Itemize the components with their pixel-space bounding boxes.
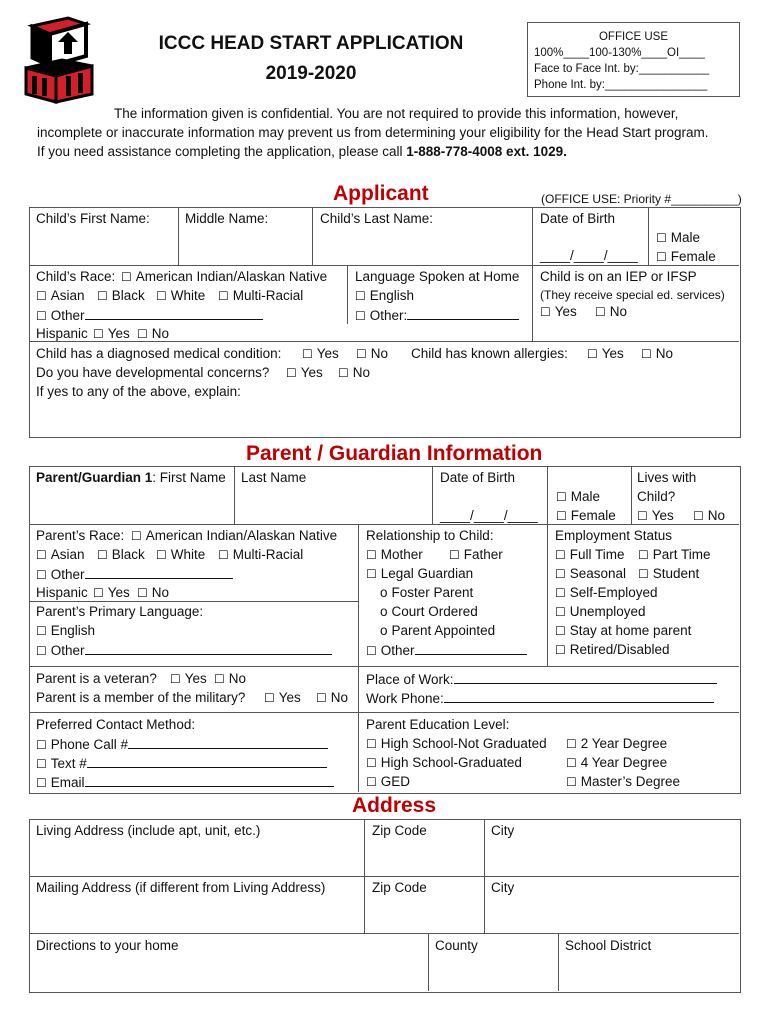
applicant-heading: Applicant xyxy=(333,182,429,205)
child-race-asian[interactable]: ☐ Asian xyxy=(36,288,85,304)
child-dob-field[interactable]: ____/____/____ xyxy=(540,248,638,263)
office-use-box xyxy=(527,22,740,97)
child-female-checkbox[interactable]: ☐ Female xyxy=(656,249,716,265)
intro-line-3-text: If you need assistance completing the application, please call xyxy=(37,144,407,159)
address-section xyxy=(29,819,741,993)
language-other-row[interactable] xyxy=(355,307,519,324)
allergies-no[interactable]: ☐ No xyxy=(641,346,673,362)
directions-field[interactable]: Directions to your home xyxy=(36,938,179,953)
school-district-field[interactable]: School District xyxy=(565,938,652,953)
child-dob-label: Date of Birth xyxy=(540,211,616,226)
child-last-name-field[interactable]: Child’s Last Name: xyxy=(320,211,434,226)
living-zip-field[interactable]: Zip Code xyxy=(372,823,427,838)
military-yes[interactable]: ☐ Yes xyxy=(264,690,301,706)
guardian-first-name-field[interactable] xyxy=(36,470,226,486)
child-race-american-indian[interactable]: ☐ American Indian/Alaskan Native xyxy=(121,269,327,285)
parent-hispanic-label: Hispanic xyxy=(36,585,88,600)
child-hispanic-label: Hispanic xyxy=(36,326,88,341)
child-male-checkbox[interactable]: ☐ Male xyxy=(656,230,700,246)
guardian-dob-label: Date of Birth xyxy=(440,470,516,485)
assistance-phone: 1-888-778-4008 ext. 1029. xyxy=(406,144,567,159)
relationship-other-row[interactable] xyxy=(366,642,527,659)
intro-line-1: The information given is confidential. You are not required to provide this information, however, xyxy=(114,106,679,121)
veteran-yes[interactable]: ☐ Yes xyxy=(170,671,207,687)
place-of-work-label: Place of Work: xyxy=(366,672,454,687)
living-address-field[interactable]: Living Address (include apt, unit, etc.) xyxy=(36,823,261,838)
relationship-appointed[interactable]: o Parent Appointed xyxy=(380,623,495,639)
office-use-line3[interactable]: Phone Int. by:________________ xyxy=(534,79,708,91)
relationship-foster[interactable]: o Foster Parent xyxy=(380,585,473,601)
education-4-year[interactable]: ☐ 4 Year Degree xyxy=(566,755,667,771)
contact-text-row[interactable] xyxy=(36,755,327,772)
employment-full-time[interactable]: ☐ Full Time xyxy=(555,547,625,563)
parent-language-other-row[interactable] xyxy=(36,642,332,659)
parent-race-asian[interactable]: ☐ Asian xyxy=(36,547,85,563)
contact-text[interactable]: ☐ Text # xyxy=(36,756,87,772)
address-heading: Address xyxy=(352,794,437,817)
child-race-multi[interactable]: ☐ Multi-Racial xyxy=(218,288,303,304)
child-race-other-row[interactable] xyxy=(36,307,263,324)
parent-language-other[interactable]: ☐ Other xyxy=(36,643,85,659)
medical-condition-label: Child has a diagnosed medical condition: xyxy=(36,346,282,361)
contact-email[interactable]: ☐ Email xyxy=(36,775,85,791)
parent-heading: Parent / Guardian Information xyxy=(246,442,543,465)
child-hispanic-no[interactable]: ☐ No xyxy=(137,326,169,342)
contact-method-label: Preferred Contact Method: xyxy=(36,717,196,732)
child-race-label: Child’s Race: xyxy=(36,269,116,284)
mailing-zip-field[interactable]: Zip Code xyxy=(372,880,427,895)
child-middle-name-field[interactable]: Middle Name: xyxy=(185,211,269,226)
lives-with-yes[interactable]: ☐ Yes xyxy=(637,508,674,524)
education-hs-not-graduated[interactable]: ☐ High School-Not Graduated xyxy=(366,736,547,752)
contact-phone-call[interactable]: ☐ Phone Call # xyxy=(36,737,128,753)
medical-yes[interactable]: ☐ Yes xyxy=(302,346,339,362)
education-label: Parent Education Level: xyxy=(366,717,510,732)
allergies-label: Child has known allergies: xyxy=(411,346,568,361)
employment-retired[interactable]: ☐ Retired/Disabled xyxy=(555,642,670,658)
county-field[interactable]: County xyxy=(435,938,478,953)
work-phone-field[interactable] xyxy=(366,690,714,707)
mailing-address-field[interactable]: Mailing Address (if different from Living Address) xyxy=(36,880,326,895)
parent-race-american-indian[interactable]: ☐ American Indian/Alaskan Native xyxy=(131,528,337,544)
intro-line-2: incomplete or inaccurate information may prevent us from determining your eligibility for the Head Start program. xyxy=(37,125,709,140)
living-city-field[interactable]: City xyxy=(491,823,515,838)
developmental-yes[interactable]: ☐ Yes xyxy=(286,365,323,381)
office-use-label: OFFICE USE xyxy=(598,31,668,43)
guardian-dob-field[interactable]: ____/____/____ xyxy=(440,508,538,523)
explain-field[interactable]: If yes to any of the above, explain: xyxy=(36,384,241,399)
lives-with-no[interactable]: ☐ No xyxy=(693,508,725,524)
contact-email-row[interactable] xyxy=(36,774,334,791)
parent-language-english[interactable]: ☐ English xyxy=(36,623,95,639)
veteran-label: Parent is a veteran? xyxy=(36,671,157,686)
iep-note: (They receive special ed. services) xyxy=(540,288,725,302)
guardian-last-name-field[interactable]: Last Name xyxy=(241,470,307,485)
parent-race-label: Parent’s Race: xyxy=(36,528,125,543)
parent-race-multi[interactable]: ☐ Multi-Racial xyxy=(218,547,303,563)
parent-race-black[interactable]: ☐ Black xyxy=(97,547,145,563)
child-race-black[interactable]: ☐ Black xyxy=(97,288,145,304)
child-race-other[interactable]: ☐ Other xyxy=(36,308,85,324)
employment-self-employed[interactable]: ☐ Self-Employed xyxy=(555,585,658,601)
iep-label: Child is on an IEP or IFSP xyxy=(540,269,697,284)
guardian-male-checkbox[interactable]: ☐ Male xyxy=(556,489,600,505)
mailing-city-field[interactable]: City xyxy=(491,880,515,895)
form-year: 2019-2020 xyxy=(265,63,357,84)
employment-part-time[interactable]: ☐ Part Time xyxy=(638,547,711,563)
education-hs-graduated[interactable]: ☐ High School-Graduated xyxy=(366,755,522,771)
allergies-yes[interactable]: ☐ Yes xyxy=(587,346,624,362)
developmental-label: Do you have developmental concerns? xyxy=(36,365,270,380)
employment-unemployed[interactable]: ☐ Unemployed xyxy=(555,604,646,620)
relationship-label: Relationship to Child: xyxy=(366,528,494,543)
iep-yes[interactable]: ☐ Yes xyxy=(540,304,577,320)
place-of-work-field[interactable] xyxy=(366,671,717,688)
lives-with-label-1: Lives with xyxy=(637,470,697,485)
parent-race-other[interactable]: ☐ Other xyxy=(36,567,85,583)
education-ged[interactable]: ☐ GED xyxy=(366,774,410,790)
developmental-no[interactable]: ☐ No xyxy=(338,365,370,381)
iep-no[interactable]: ☐ No xyxy=(595,304,627,320)
parent-language-label: Parent’s Primary Language: xyxy=(36,604,204,619)
child-hispanic-yes[interactable]: ☐ Yes xyxy=(93,326,130,342)
parent-hispanic-no[interactable]: ☐ No xyxy=(137,585,169,601)
iccc-logo xyxy=(22,14,98,106)
language-other[interactable]: ☐ Other: xyxy=(355,308,407,324)
relationship-mother[interactable]: ☐ Mother xyxy=(366,547,423,563)
contact-phone-row[interactable] xyxy=(36,736,328,753)
relationship-legal-guardian[interactable]: ☐ Legal Guardian xyxy=(366,566,473,582)
relationship-court[interactable]: o Court Ordered xyxy=(380,604,478,620)
child-race-white[interactable]: ☐ White xyxy=(156,288,205,304)
office-use-line2[interactable]: Face to Face Int. by:___________ xyxy=(534,63,710,75)
employment-seasonal[interactable]: ☐ Seasonal xyxy=(555,566,626,582)
work-phone-label: Work Phone: xyxy=(366,691,444,706)
veteran-no[interactable]: ☐ No xyxy=(214,671,246,687)
education-2-year[interactable]: ☐ 2 Year Degree xyxy=(566,736,667,752)
lives-with-label-2: Child? xyxy=(637,489,676,504)
employment-label: Employment Status xyxy=(555,528,673,543)
intro-paragraph xyxy=(37,104,747,161)
relationship-father[interactable]: ☐ Father xyxy=(449,547,503,563)
parent-race-other-row[interactable] xyxy=(36,566,233,583)
military-no[interactable]: ☐ No xyxy=(316,690,348,706)
parent-race-white[interactable]: ☐ White xyxy=(156,547,205,563)
language-english[interactable]: ☐ English xyxy=(355,288,414,304)
form-title: ICCC HEAD START APPLICATION xyxy=(158,33,464,54)
guardian-first-name-label: : First Name xyxy=(152,470,226,485)
employment-student[interactable]: ☐ Student xyxy=(638,566,699,582)
employment-stay-home[interactable]: ☐ Stay at home parent xyxy=(555,623,691,639)
language-label: Language Spoken at Home xyxy=(355,269,520,284)
guardian-female-checkbox[interactable]: ☐ Female xyxy=(556,508,616,524)
medical-no[interactable]: ☐ No xyxy=(356,346,388,362)
guardian-label: Parent/Guardian 1 xyxy=(36,470,153,485)
parent-hispanic-yes[interactable]: ☐ Yes xyxy=(93,585,130,601)
priority-office-use[interactable]: (OFFICE USE: Priority #__________) xyxy=(541,192,742,206)
child-first-name-field[interactable]: Child’s First Name: xyxy=(36,211,150,226)
military-label: Parent is a member of the military? xyxy=(36,690,246,705)
intro-line-3 xyxy=(37,142,747,161)
relationship-other[interactable]: ☐ Other xyxy=(366,643,415,659)
office-use-line1[interactable]: 100%____100-130%____OI____ xyxy=(534,47,705,59)
education-masters[interactable]: ☐ Master’s Degree xyxy=(566,774,680,790)
